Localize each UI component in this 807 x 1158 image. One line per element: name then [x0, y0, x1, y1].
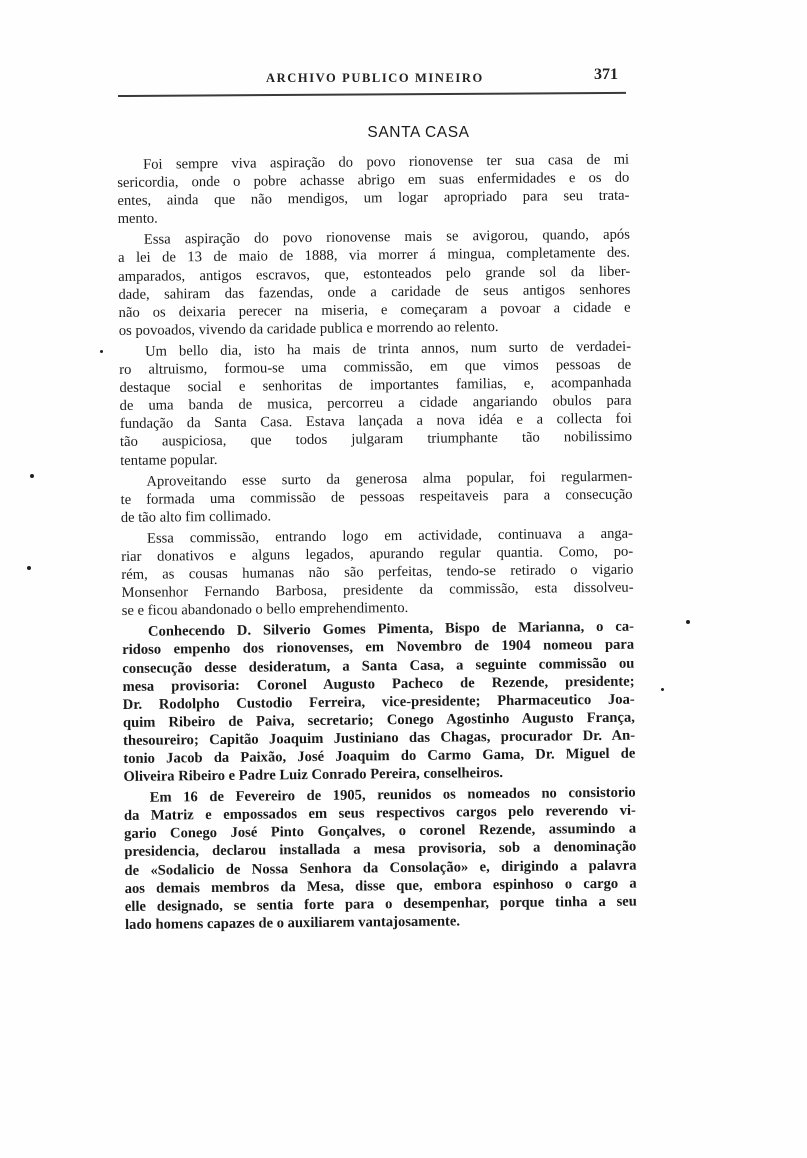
- page-number: 371: [594, 66, 618, 83]
- text-line: presidencia, declarou installada a mesa provisoria, sob a denominação: [124, 839, 637, 861]
- text-line: de uma banda de musica, percorreu a cidade angariando obulos para: [119, 392, 632, 415]
- paragraph: [117, 151, 630, 229]
- paragraph: [119, 338, 632, 470]
- text-line: gario Conego José Pinto Gonçalves, o coronel Rezende, assumindo a: [124, 820, 637, 843]
- text-line: ro altruismo, formou-se uma commissão, em que vimos pessoas de: [119, 356, 632, 379]
- text-line: rém, as cousas humanas não são perfeitas, tendo-se retirado o vigario: [121, 561, 634, 584]
- text-line: quim Ribeiro de Paiva, secretario; Conego Agostinho Augusto França,: [122, 709, 635, 731]
- running-title: ARCHIVO PUBLICO MINEIRO: [266, 71, 484, 85]
- text-line: os povoados, vivendo da caridade publica e morrendo ao relento.: [118, 318, 499, 339]
- section-title: SANTA CASA: [367, 124, 470, 141]
- text-line: Essa aspiração do povo rionovense mais se avigorou, quando, após: [143, 227, 630, 249]
- body-text: [117, 151, 637, 934]
- text-line: lado homens capazes de o auxiliarem vantajosamente.: [124, 913, 461, 933]
- text-line: mesa provisoria: Coronel Augusto Pacheco de Rezende, presidente;: [122, 673, 635, 695]
- text-line: tonio Jacob da Paixão, José Joaquim do Carmo Gama, Dr. Miguel de: [123, 745, 636, 767]
- text-line: consecução desse desideratum, a Santa Casa, a seguinte commissão ou: [122, 655, 635, 677]
- print-speck: [27, 566, 31, 570]
- paragraph: [118, 226, 631, 340]
- print-speck: [661, 688, 664, 691]
- text-line: elle designado, se sentia forte para o desempenhar, porque tinha a seu: [124, 893, 637, 915]
- text-line: Em 16 de Fevereiro de 1905, reunidos os nomeados no consistorio: [149, 784, 636, 806]
- text-line: amparados, antigos escravos, que, estonteados pelo grande sol da liber-: [118, 263, 631, 285]
- text-line: Dr. Rodolpho Custodio Ferreira, vice-presidente; Pharmaceutico Joa-: [122, 691, 635, 713]
- text-line: ridoso empenho dos rionovenses, em Novembro de 1904 nomeou para: [122, 637, 635, 659]
- text-line: Foi sempre viva aspiração do povo rionovense ter sua casa de mi: [143, 151, 630, 173]
- text-line: a lei de 13 de maio de 1888, via morrer á mingua, completamente des.: [117, 245, 631, 267]
- text-line: mento.: [117, 210, 158, 228]
- paragraph: [124, 784, 637, 934]
- text-line: Um bello dia, isto ha mais de trinta annos, num surto de verdadei-: [144, 338, 632, 360]
- text-line: Conhecendo D. Silverio Gomes Pimenta, Bispo de Marianna, o ca-: [147, 618, 635, 641]
- print-speck: [100, 350, 103, 353]
- text-line: não os deixaria perecer na miseria, e começaram a povoar a cidade e: [118, 299, 631, 321]
- text-line: tentame popular.: [120, 451, 218, 469]
- text-line: sericordia, onde o pobre achasse abrigo em suas enfermidades e os do: [117, 169, 630, 192]
- text-line: Essa commissão, entrando logo em actividade, continuava a anga-: [146, 525, 634, 547]
- text-line: destaque social e senhoritas de importantes familias, e, acompanhada: [119, 374, 632, 397]
- text-line: dade, sahiram das fazendas, onde a caridade de seus antigos senhores: [118, 281, 631, 303]
- text-line: riar donativos e alguns legados, apurando regular quantia. Como, po-: [121, 543, 634, 565]
- text-line: fundação da Santa Casa. Estava lançada a nova idéa e a collecta foi: [119, 410, 632, 433]
- text-line: se e ficou abandonado o bello emprehendimento.: [121, 600, 409, 620]
- paragraph: [122, 618, 636, 786]
- text-line: Oliveira Ribeiro e Padre Luiz Conrado Pereira, conselheiros.: [123, 765, 504, 786]
- text-line: tão auspiciosa, que todos julgaram triumphante tão nobilissimo: [119, 429, 633, 451]
- text-line: aos demais membros da Mesa, disse que, embora espinhoso o cargo a: [124, 875, 637, 897]
- paragraph: [121, 524, 634, 620]
- text-line: te formada uma commissão de pessoas respeitaveis para a consecução: [120, 486, 633, 508]
- text-line: Monsenhor Fernando Barbosa, presidente da commissão, esta dissolveu-: [121, 579, 634, 602]
- text-line: entes, ainda que não mendigos, um logar apropriado para seu trata-: [117, 187, 630, 210]
- print-speck: [686, 620, 690, 624]
- text-line: thesoureiro; Capitão Joaquim Justiniano das Chagas, procurador Dr. An-: [123, 727, 636, 749]
- text-line: Aproveitando esse surto da generosa alma popular, foi regularmen-: [146, 468, 633, 490]
- text-line: da Matriz e empossados em seus respectivos cargos pelo reverendo vi-: [123, 802, 636, 825]
- print-speck: [30, 474, 34, 478]
- text-line: de «Sodalicio de Nossa Senhora da Consolação» e, dirigindo a palavra: [124, 857, 637, 879]
- paragraph: [120, 467, 633, 527]
- text-line: de tão alto fim collimado.: [120, 508, 272, 526]
